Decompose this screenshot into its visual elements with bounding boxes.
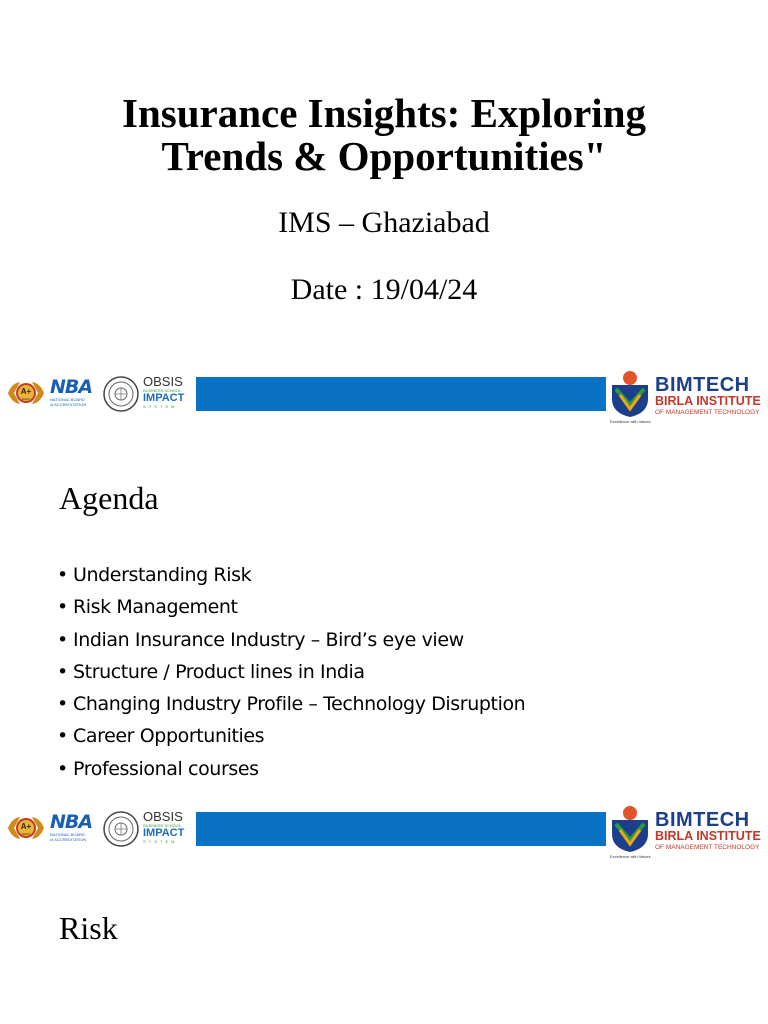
aplus-sub: NAAC bbox=[21, 397, 31, 401]
bullet-icon: • bbox=[57, 757, 68, 780]
naac-aplus-logo bbox=[6, 379, 46, 407]
bimtech-name: BIMTECH bbox=[655, 374, 750, 396]
agenda-item-text: Indian Insurance Industry – Bird’s eye view bbox=[73, 628, 464, 651]
risk-heading: Risk bbox=[59, 910, 118, 946]
nba-sub-2: of ACCREDITATION bbox=[50, 402, 87, 407]
agenda-item bbox=[57, 753, 525, 785]
obsis-logo bbox=[143, 375, 197, 413]
agenda-item bbox=[57, 559, 525, 591]
bullet-icon: • bbox=[57, 564, 68, 586]
agenda-item-text: Career Opportunities bbox=[73, 725, 265, 748]
title-slide bbox=[0, 0, 768, 440]
obsis-sys: SYSTEM bbox=[143, 404, 178, 409]
bimtech-logo bbox=[608, 369, 764, 429]
agenda-item-text: Changing Industry Profile – Technology Disruption bbox=[73, 693, 526, 716]
obsis-mid: BUSINESS SCHOOL bbox=[143, 823, 182, 828]
bullet-icon: • bbox=[57, 628, 68, 651]
aplus-sub: NAAC bbox=[21, 832, 31, 836]
nba-sub-1: NATIONAL BOARD bbox=[50, 832, 85, 837]
agenda-item bbox=[57, 688, 525, 720]
bimtech-tagline: Excellence with Values bbox=[610, 854, 651, 859]
agenda-item bbox=[57, 624, 525, 656]
nba-sub-1: NATIONAL BOARD bbox=[50, 397, 85, 402]
bullet-icon: • bbox=[57, 596, 68, 619]
title-line-2: Trends & Opportunities" bbox=[161, 133, 607, 179]
slide-subtitle: IMS – Ghaziabad bbox=[278, 206, 490, 239]
bimtech-line-1: BIRLA INSTITUTE bbox=[655, 394, 761, 408]
slide-date: Date : 19/04/24 bbox=[290, 273, 478, 306]
agenda-item-text: Professional courses bbox=[73, 757, 259, 780]
agenda-item bbox=[57, 656, 525, 688]
agenda-heading: Agenda bbox=[59, 480, 159, 516]
obsis-impact: IMPACT bbox=[143, 827, 185, 839]
bimtech-tagline: Excellence with Values bbox=[610, 419, 651, 424]
agenda-item bbox=[57, 720, 525, 752]
obsis-mid: BUSINESS SCHOOL bbox=[143, 388, 182, 393]
agenda-item-text: Understanding Risk bbox=[73, 564, 252, 586]
agenda-list bbox=[57, 559, 525, 785]
bimtech-name: BIMTECH bbox=[655, 809, 750, 831]
aplus-text: A+ bbox=[20, 387, 32, 396]
bimtech-shield-icon bbox=[610, 369, 650, 419]
bullet-icon: • bbox=[57, 693, 68, 716]
agenda-item-text: Risk Management bbox=[73, 596, 238, 619]
nba-text: NBA bbox=[50, 811, 93, 833]
agenda-item bbox=[57, 591, 525, 623]
bimtech-line-2: OF MANAGEMENT TECHNOLOGY bbox=[655, 409, 760, 416]
logo-banner bbox=[0, 375, 768, 435]
bullet-icon: • bbox=[57, 660, 68, 683]
university-seal-logo bbox=[102, 375, 140, 413]
nba-sub-2: of ACCREDITATION bbox=[50, 837, 87, 842]
agenda-slide bbox=[0, 440, 768, 859]
obsis-impact: IMPACT bbox=[143, 392, 185, 404]
slide-title bbox=[0, 92, 768, 178]
bullet-icon: • bbox=[57, 725, 68, 748]
nba-logo bbox=[50, 377, 100, 413]
obsis-top: OBSIS bbox=[143, 374, 183, 389]
aplus-text: A+ bbox=[20, 822, 32, 831]
obsis-top: OBSIS bbox=[143, 809, 183, 824]
bimtech-line-1: BIRLA INSTITUTE bbox=[655, 829, 761, 843]
risk-slide bbox=[0, 810, 768, 1024]
obsis-sys: SYSTEM bbox=[143, 839, 178, 844]
agenda-item-text: Structure / Product lines in India bbox=[73, 660, 365, 683]
nba-text: NBA bbox=[50, 376, 93, 398]
banner-bar bbox=[196, 377, 606, 411]
bimtech-line-2: OF MANAGEMENT TECHNOLOGY bbox=[655, 844, 760, 851]
title-line-1: Insurance Insights: Exploring bbox=[121, 90, 646, 136]
